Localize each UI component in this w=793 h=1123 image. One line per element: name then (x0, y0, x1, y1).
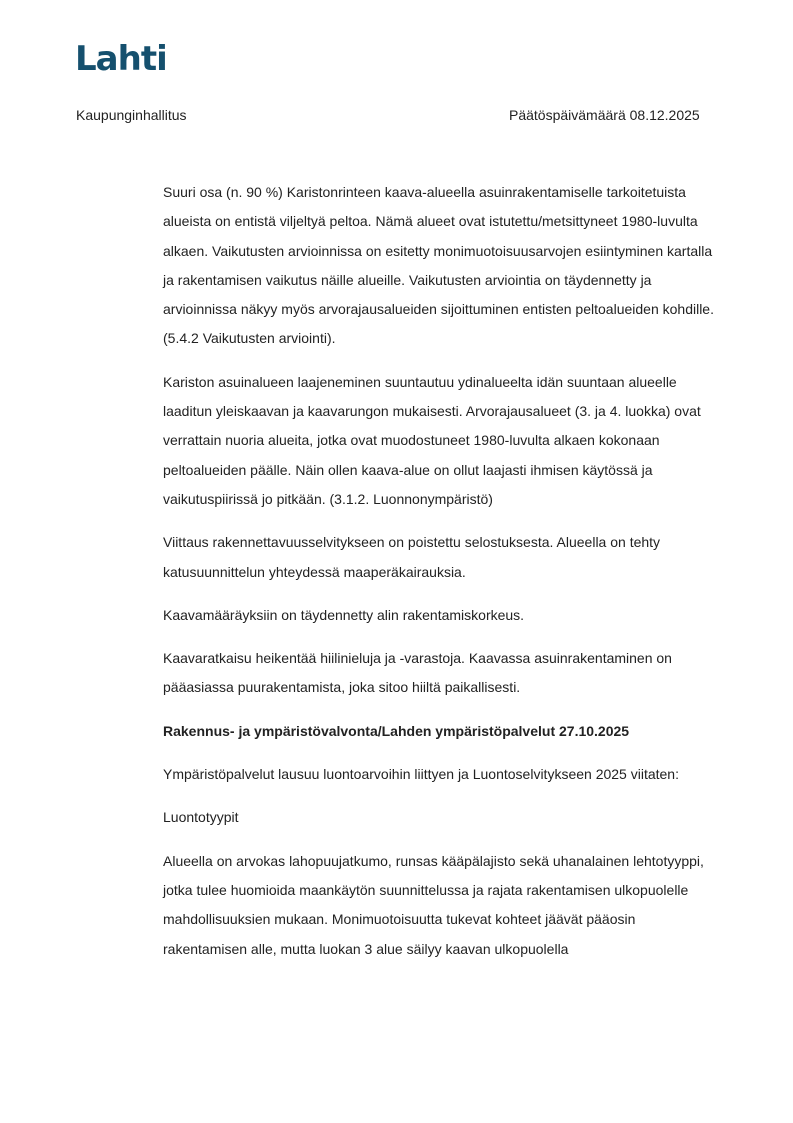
paragraph: Kaavaratkaisu heikentää hiilinieluja ja -varastoja. Kaavassa asuinrakentaminen on pääasiassa puurakentamista, joka sitoo hiiltä paikallisesti. (163, 650, 672, 696)
paragraph: Viittaus rakennettavuusselvitykseen on poistettu selostuksesta. Alueella on tehty katusuunnittelun yhteydessä maaperäkairauksia. (163, 534, 661, 580)
paragraph: Alueella on arvokas lahopuujatkumo, runsas kääpälajisto sekä uhanalainen lehtotyyppi, jotka tulee huomioida maankäytön suunnittelussa ja rajata rakentamisen ulkopuolelle mahdollisuuksien mukaan. Monimuotoisuutta tukevat kohteet jäävät pääosin rakentamisen alle, mutta luokan 3 alue säilyy kaavan ulkopuolella (163, 852, 704, 957)
paragraph: Suuri osa (n. 90 %) Karistonrinteen kaava-alueella asuinrakentamiselle tarkoitetuista alueista on entistä viljeltyä peltoa. Nämä alueet ovat istutettu/metsittyneet 1980-luvulta alkaen. Vaikutusten arvioinnissa on esitetty monimuotoisuusarvojen esiintyminen kartalla ja rakentamisen vaikutus näille alueille. Vaikutusten arviointia on täydennetty ja arvioinnissa näkyy myös arvorajausalueiden sijoittuminen entisten peltoalueiden kohdille. (5.4.2 Vaikutusten arviointi). (163, 184, 714, 347)
decision-date: Päätöspäivämäärä 08.12.2025 (509, 107, 700, 123)
lahti-logo: Lahti (75, 39, 167, 79)
document-body (163, 178, 723, 978)
organization-name: Kaupunginhallitus (76, 107, 187, 123)
paragraph: Ympäristöpalvelut lausuu luontoarvoihin liittyen ja Luontoselvitykseen 2025 viitaten: (163, 766, 679, 783)
section-heading: Rakennus- ja ympäristövalvonta/Lahden ympäristöpalvelut 27.10.2025 (163, 722, 630, 739)
paragraph: Kariston asuinalueen laajeneminen suuntautuu ydinalueelta idän suuntaan alueelle laaditun yleiskaavan ja kaavarungon mukaisesti. Arvorajausalueet (3. ja 4. luokka) ovat verrattain nuoria alueita, jotka ovat muodostuneet 1980-luvulta alkaen kokonaan peltoalueiden päälle. Näin ollen kaava-alue on ollut laajasti ihmisen käytössä ja vaikutuspiirissä jo pitkään. (3.1.2. Luonnonympäristö) (163, 373, 701, 507)
paragraph: Kaavamääräyksiin on täydennetty alin rakentamiskorkeus. (163, 606, 525, 623)
subheading: Luontotyypit (163, 809, 239, 826)
